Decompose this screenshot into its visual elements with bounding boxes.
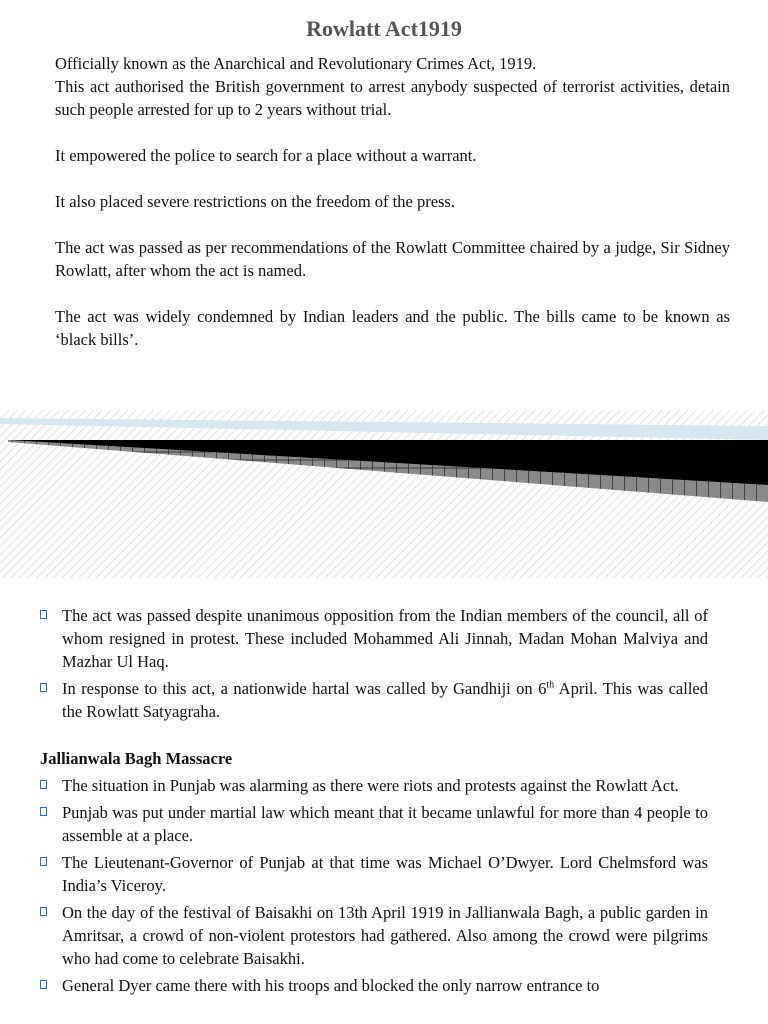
paragraph-police-search: It empowered the police to search for a place without a warrant. [55,146,477,165]
paragraph-black-bills: The act was widely condemned by Indian leaders and the public. The bills came to be known as ‘black bills’. [55,307,730,349]
paragraph-press-restrictions: It also placed severe restrictions on the freedom of the press. [55,192,455,211]
bullet-marker-icon [40,807,47,816]
bullet-marker-icon [40,683,47,692]
section-heading: Jallianwala Bagh Massacre [40,749,233,768]
list-item: Punjab was put under martial law which meant that it became unlawful for more than 4 people to assemble at a place. [40,801,708,847]
slide-rowlatt-act [0,0,768,420]
list-item: The act was passed despite unanimous opposition from the Indian members of the council, all of whom resigned in protest. These included Mohammed Ali Jinnah, Madan Mohan Malviya and Mazhar Ul Haq. [40,604,708,673]
intro-line-1: Officially known as the Anarchical and Revolutionary Crimes Act, 1919. [55,54,537,73]
slide-jallianwala [0,596,768,1024]
paragraph-rowlatt-committee: The act was passed as per recommendations of the Rowlatt Committee chaired by a judge, Sir Sidney Rowlatt, after whom the act is named. [55,238,730,280]
bullet-marker-icon [40,857,47,866]
bullet-marker-icon [40,780,47,789]
bullet-list [40,604,708,1001]
slide-body [55,52,730,374]
intro-line-2: This act authorised the British government to arrest anybody suspected of terrorist activities, detain such people arrested for up to 2 years without trial. [55,77,730,119]
list-item: The Lieutenant-Governor of Punjab at that time was Michael O’Dwyer. Lord Chelmsford was India’s Viceroy. [40,851,708,897]
list-item: In response to this act, a nationwide hartal was called by Gandhiji on 6th April. This was called the Rowlatt Satyagraha. [40,677,708,723]
bullet-marker-icon [40,610,47,619]
bullet-marker-icon [40,980,47,989]
slide-divider-graphic [0,410,768,578]
slide-title: Rowlatt Act1919 [306,16,462,41]
list-item: On the day of the festival of Baisakhi on 13th April 1919 in Jallianwala Bagh, a public garden in Amritsar, a crowd of non-violent protestors had gathered. Also among the crowd were pilgrims who had come to celebrate Baisakhi. [40,901,708,970]
bullet-marker-icon [40,907,47,916]
list-item: The situation in Punjab was alarming as there were riots and protests against the Rowlatt Act. [40,774,708,797]
list-item: General Dyer came there with his troops and blocked the only narrow entrance to [40,974,708,997]
